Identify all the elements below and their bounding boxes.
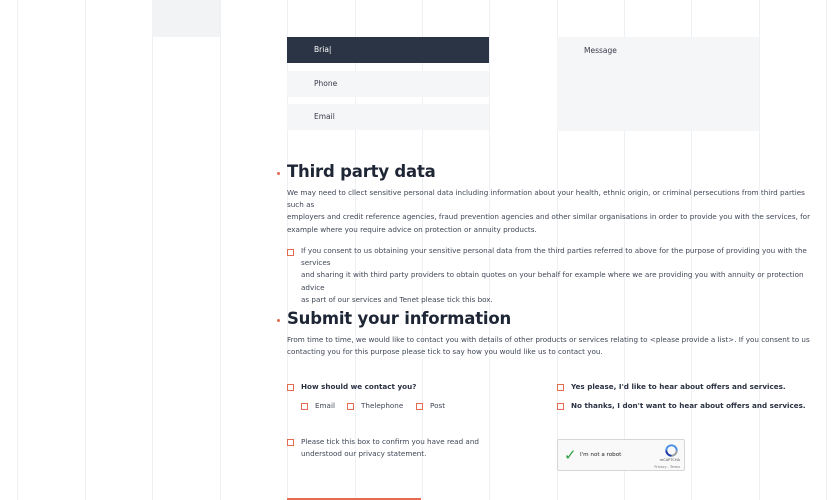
email-field[interactable]: Email: [287, 104, 489, 130]
contact-post-checkbox[interactable]: [416, 403, 423, 410]
phone-field[interactable]: Phone: [287, 71, 489, 97]
message-field[interactable]: [557, 37, 759, 131]
message-placeholder: Message: [584, 46, 617, 55]
recaptcha-logo-icon: [665, 444, 678, 457]
recaptcha-links[interactable]: Privacy - Terms: [654, 465, 680, 469]
checkmark-icon[interactable]: ✓: [564, 446, 577, 464]
offers-yes-label: Yes please, I'd like to hear about offers and services.: [571, 382, 786, 391]
paragraph-line: contacting you for this purpose please tick to say how you would like us to contact you.: [287, 347, 603, 357]
grid-line: [220, 0, 221, 500]
contact-email-label: Email: [315, 401, 335, 410]
contact-post-label: Post: [430, 401, 446, 410]
grid-line: [17, 0, 18, 500]
grid-line: [152, 0, 153, 500]
recaptcha-label: I'm not a robot: [580, 452, 622, 458]
consent-line: as part of our services and Tenet please tick this box.: [301, 294, 493, 304]
third-party-paragraph: [287, 187, 817, 236]
offers-no-label: No thanks, I don't want to hear about offers and services.: [571, 401, 806, 410]
contact-question-checkbox[interactable]: [287, 384, 294, 391]
grid-line: [826, 0, 827, 500]
recaptcha-brand: reCAPTCHA: [659, 458, 680, 462]
grid-line: [85, 0, 86, 500]
contact-telephone-checkbox[interactable]: [347, 403, 354, 410]
paragraph-line: We may need to cllect sensitive personal data including information about your health, ethnic origin, or criminal persecutions from third parties such as: [287, 188, 805, 210]
privacy-line: Please tick this box to confirm you have read and: [301, 437, 479, 446]
offers-yes-checkbox[interactable]: [557, 384, 564, 391]
third-party-consent-checkbox[interactable]: [287, 249, 294, 256]
third-party-heading: Third party data: [287, 162, 436, 181]
offers-no-checkbox[interactable]: [557, 403, 564, 410]
section-bullet: [277, 319, 280, 322]
top-panel: [152, 0, 220, 37]
recaptcha-widget[interactable]: [557, 439, 685, 471]
contact-telephone-label: Thelephone: [361, 401, 404, 410]
consent-line: If you consent to us obtaining your sensitive personal data from the third parties referred to above for the purpose of providing you with the services: [301, 246, 807, 268]
contact-question-label: How should we contact you?: [301, 382, 417, 391]
paragraph-line: example where you require advice on protection or annuity products.: [287, 224, 537, 234]
section-bullet: [277, 172, 280, 175]
consent-line: and sharing it with third party providers to obtain quotes on your behalf for example where we are providing you with annuity or protection advice: [301, 270, 804, 292]
third-party-consent-label: [301, 245, 821, 306]
privacy-label: [301, 436, 501, 460]
contact-email-checkbox[interactable]: [301, 403, 308, 410]
privacy-line: understood our privacy statement.: [301, 449, 427, 459]
submit-paragraph: [287, 334, 817, 358]
name-field[interactable]: Bria|: [287, 37, 489, 63]
paragraph-line: From time to time, we would like to contact you with details of other products or services relating to <please provide a list>. If you consent to us: [287, 335, 810, 344]
submit-heading: Submit your information: [287, 309, 512, 328]
paragraph-line: employers and credit reference agencies, fraud prevention agencies and other similar organisations in order to provide you with the services, for: [287, 212, 811, 222]
privacy-checkbox[interactable]: [287, 439, 294, 446]
